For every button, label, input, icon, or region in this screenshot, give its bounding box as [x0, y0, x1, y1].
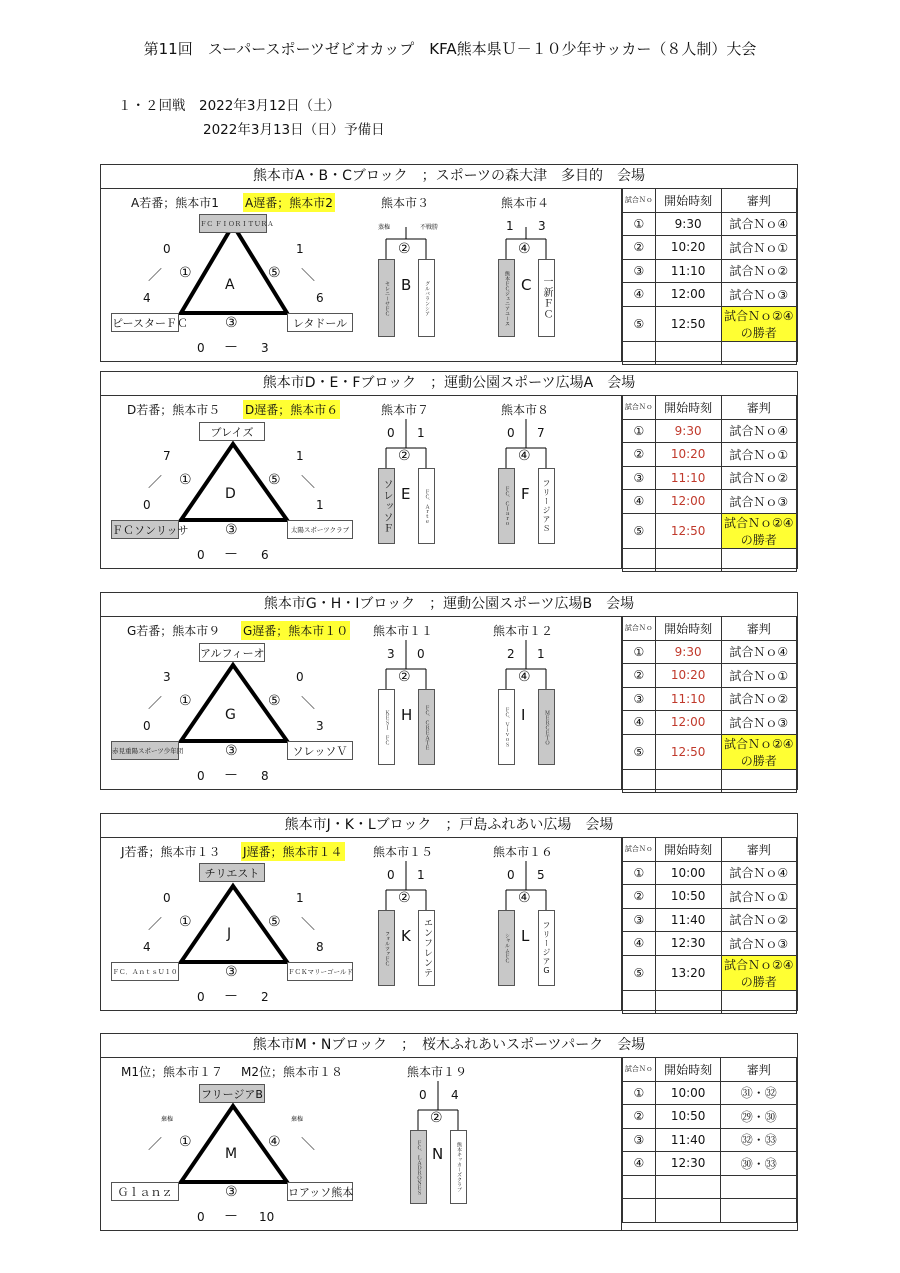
sch-time: 12:00	[655, 490, 721, 514]
sch-time: 12:30	[655, 1152, 721, 1176]
group-letter: M	[225, 1146, 238, 1162]
schedule-row	[623, 236, 797, 260]
hdr-no: 試合Ｎｏ	[623, 1058, 656, 1082]
sch-no: ③	[623, 908, 656, 932]
sch-no: ②	[623, 443, 656, 467]
k2-letter: C	[521, 276, 532, 294]
empty-cell	[721, 769, 797, 793]
sch-no: ①	[623, 861, 656, 885]
right-label: M2位；熊本市１８	[241, 1065, 343, 1079]
right-label: J遅番；熊本市１４	[241, 842, 345, 861]
sch-ref: 試合Ｎｏ②	[721, 908, 797, 932]
dash: —	[225, 1208, 237, 1222]
sch-time: 9:30	[655, 212, 721, 236]
slash: ／	[148, 696, 162, 712]
k1-score2: 1	[417, 426, 425, 440]
sch-no: ①	[623, 212, 656, 236]
dash: —	[225, 988, 237, 1002]
match-no: ①	[179, 1134, 192, 1150]
sch-time: 11:10	[655, 259, 721, 283]
k1-team2: ＦＣ．ＣＲＥＡＴＥ	[418, 689, 435, 765]
sch-ref: ㉛・㉜	[721, 1081, 797, 1105]
match-no: ①	[179, 265, 192, 281]
right-label: D遅番；熊本市６	[243, 400, 340, 419]
k1-team1: ＫＥＳＩ ＦＣ	[378, 689, 395, 765]
slash: ／	[148, 1137, 162, 1153]
schedule-row	[623, 306, 797, 341]
k2-match: ④	[518, 669, 531, 685]
score: 3	[316, 719, 324, 733]
sch-ref: 試合Ｎｏ②④の勝者	[721, 306, 797, 341]
sch-no: ③	[623, 466, 656, 490]
block-title: 熊本市A・B・Cブロック ；スポーツの森大津 多目的 会場	[101, 165, 797, 189]
sch-time: 10:00	[655, 1081, 721, 1105]
k2-score2: 5	[537, 868, 545, 882]
sch-ref: ㉜・㉝	[721, 1128, 797, 1152]
sch-ref: 試合Ｎｏ①	[721, 236, 797, 260]
sch-no: ⑤	[623, 955, 656, 990]
score: 0	[296, 670, 304, 684]
schedule-row	[623, 443, 797, 467]
hdr-time: 開始時刻	[655, 189, 721, 213]
team-bottom-right: ロアッソ熊本	[287, 1182, 353, 1201]
dash: —	[225, 546, 237, 560]
sch-ref: 試合Ｎｏ②	[721, 466, 797, 490]
match-no: ⑤	[268, 914, 281, 930]
empty-cell	[655, 1199, 721, 1223]
sch-time: 12:50	[655, 306, 721, 341]
sch-no: ①	[623, 1081, 656, 1105]
dash: —	[225, 767, 237, 781]
k2-score2: 3	[538, 219, 546, 233]
score: 1	[296, 449, 304, 463]
empty-cell	[721, 1175, 797, 1199]
empty-cell	[623, 548, 656, 572]
block-ghi	[100, 592, 798, 790]
sch-time: 11:40	[655, 908, 721, 932]
score: 3	[163, 670, 171, 684]
sch-ref: 試合Ｎｏ②④の勝者	[721, 513, 797, 548]
team-bottom-left: ピースターＦＣ	[111, 313, 179, 332]
k1-team1: セレニーサＦＣ	[378, 259, 395, 337]
k2-team2: フリージアＳ	[538, 468, 555, 544]
sch-ref: 試合Ｎｏ①	[721, 443, 797, 467]
right-label: A遅番；熊本市2	[243, 193, 335, 212]
k1-match: ②	[398, 669, 411, 685]
score: 棄権	[161, 1116, 174, 1123]
k2-team2: フリージアG	[538, 910, 555, 986]
sch-ref: 試合Ｎｏ①	[721, 664, 797, 688]
k2-team2: ＭＥＲＣＥＴＯ	[538, 689, 555, 765]
schedule-row	[623, 466, 797, 490]
score: 0	[163, 891, 171, 905]
left-label: D若番；熊本市５	[127, 403, 221, 417]
page-title: 第11回 スーパースポーツゼビオカップ KFA熊本県Ｕ－１０少年サッカー（８人制）大会	[143, 40, 757, 58]
hdr-time: 開始時刻	[655, 1058, 721, 1082]
k1-score2: 0	[417, 647, 425, 661]
score: 棄権	[291, 1116, 304, 1123]
score: 0	[163, 242, 171, 256]
block-def	[100, 371, 798, 569]
k1-letter: B	[401, 276, 412, 294]
k2-label: 熊本市１２	[493, 624, 554, 638]
score: 4	[143, 291, 151, 305]
k2-score1: 1	[506, 219, 514, 233]
k2-label: 熊本市４	[501, 196, 550, 210]
empty-cell	[655, 341, 721, 365]
k1-score1: 0	[387, 868, 395, 882]
k1-letter: N	[432, 1145, 444, 1163]
match-no: ③	[225, 522, 238, 538]
sch-no: ②	[623, 885, 656, 909]
slash: ／	[148, 475, 162, 491]
k1-score1: 0	[419, 1088, 427, 1102]
match-no: ⑤	[268, 265, 281, 281]
dash: —	[225, 339, 237, 353]
k1-label: 熊本市１９	[407, 1065, 468, 1079]
k2-team1: ＦＣ．Ｃｌａｒｏ	[498, 468, 515, 544]
k1-letter: E	[401, 485, 411, 503]
k2-match: ④	[518, 448, 531, 464]
team-top: チリエスト	[199, 863, 265, 882]
sch-time: 10:20	[655, 664, 721, 688]
sch-no: ⑤	[623, 734, 656, 769]
sch-ref: ㉚・㉝	[721, 1152, 797, 1176]
k2-score2: 7	[537, 426, 545, 440]
block-abc	[100, 164, 798, 362]
score: 0	[197, 769, 205, 783]
k1-score2: 4	[451, 1088, 459, 1102]
sch-no: ⑤	[623, 513, 656, 548]
reserve-date: 2022年3月13日（日）予備日	[203, 122, 385, 138]
k1-score1: 3	[387, 647, 395, 661]
schedule	[621, 395, 797, 568]
k2-team1: 熊本ＦＣジュニアユース	[498, 259, 515, 337]
k1-team1: ＦＣ．ＬＡＤＲＯＮＥＳ	[410, 1130, 427, 1204]
round-date: １・２回戦 2022年3月12日（土）	[118, 98, 341, 114]
left-label: J若番；熊本市１３	[121, 845, 221, 859]
k1-team1: ソレッソＦ	[378, 468, 395, 544]
schedule-row	[623, 1081, 797, 1105]
schedule-row	[623, 1152, 797, 1176]
left-label: G若番；熊本市９	[127, 624, 221, 638]
k2-match: ④	[518, 241, 531, 257]
sch-time: 10:20	[655, 236, 721, 260]
schedule-row	[623, 734, 797, 769]
hdr-ref: 審判	[721, 1058, 797, 1082]
hdr-no: 試合Ｎｏ	[623, 838, 656, 862]
score: 2	[261, 990, 269, 1004]
block-title: 熊本市J・K・Lブロック ；戸島ふれあい広場 会場	[101, 814, 797, 838]
sch-time: 12:00	[655, 283, 721, 307]
match-no: ①	[179, 693, 192, 709]
schedule-row	[623, 640, 797, 664]
backslash: ＼	[301, 917, 315, 933]
match-no: ①	[179, 472, 192, 488]
sch-ref: 試合Ｎｏ②④の勝者	[721, 955, 797, 990]
score: 6	[316, 291, 324, 305]
match-no: ③	[225, 1184, 238, 1200]
sch-no: ②	[623, 1105, 656, 1129]
backslash: ＼	[301, 1137, 315, 1153]
score: 0	[143, 719, 151, 733]
k1-team2: エンフレンテ	[418, 910, 435, 986]
schedule-row	[623, 283, 797, 307]
empty-cell	[623, 769, 656, 793]
sch-ref: 試合Ｎｏ③	[721, 711, 797, 735]
k1-label: 熊本市７	[381, 403, 430, 417]
empty-cell	[623, 1199, 656, 1223]
sch-ref: 試合Ｎｏ③	[721, 932, 797, 956]
sch-time: 10:20	[655, 443, 721, 467]
team-bottom-right: レタドール	[287, 313, 353, 332]
k2-letter: I	[521, 706, 526, 724]
empty-cell	[721, 548, 797, 572]
schedule-row	[623, 908, 797, 932]
group-letter: A	[225, 277, 235, 293]
k1-score2: 1	[417, 868, 425, 882]
score: 1	[316, 498, 324, 512]
score: 4	[143, 940, 151, 954]
sch-no: ②	[623, 236, 656, 260]
k1-team1: フォルツァＦＣ	[378, 910, 395, 986]
match-no: ③	[225, 315, 238, 331]
empty-cell	[623, 341, 656, 365]
score: 0	[143, 498, 151, 512]
sch-ref: ㉙・㉚	[721, 1105, 797, 1129]
schedule	[621, 616, 797, 789]
block-jkl	[100, 813, 798, 1011]
score: 7	[163, 449, 171, 463]
sch-ref: 試合Ｎｏ④	[721, 640, 797, 664]
sch-ref: 試合Ｎｏ③	[721, 490, 797, 514]
group-letter: D	[225, 486, 236, 502]
sch-no: ④	[623, 711, 656, 735]
schedule	[621, 837, 797, 1010]
block-title: 熊本市G・H・Iブロック ；運動公園スポーツ広場B 会場	[101, 593, 797, 617]
sch-ref: 試合Ｎｏ④	[721, 419, 797, 443]
hdr-no: 試合Ｎｏ	[623, 617, 656, 641]
sch-time: 11:10	[655, 466, 721, 490]
schedule-row	[623, 419, 797, 443]
score: 10	[259, 1210, 275, 1224]
sch-no: ③	[623, 687, 656, 711]
sch-no: ④	[623, 490, 656, 514]
team-bottom-left: ＦＣソンリッサ	[111, 520, 179, 539]
backslash: ＼	[301, 696, 315, 712]
block-title: 熊本市D・E・Fブロック ；運動公園スポーツ広場A 会場	[101, 372, 797, 396]
k2-team2: 一新ＦＣ	[538, 259, 555, 337]
k1-label: 熊本市１１	[373, 624, 434, 638]
score: 1	[296, 891, 304, 905]
k1-letter: H	[401, 706, 413, 724]
sch-ref: 試合Ｎｏ④	[721, 212, 797, 236]
k1-team2: ＦＣ．Ａｒｔｅ	[418, 468, 435, 544]
schedule-row	[623, 259, 797, 283]
k2-team1: ＦＣ．ＶｉｖｏＳ	[498, 689, 515, 765]
sch-no: ⑤	[623, 306, 656, 341]
group-letter: G	[225, 707, 236, 723]
sch-no: ③	[623, 259, 656, 283]
hdr-ref: 審判	[721, 838, 797, 862]
team-bottom-right: 太陽スポーツクラブ	[287, 520, 353, 539]
k2-label: 熊本市１６	[493, 845, 554, 859]
k2-score1: 0	[507, 868, 515, 882]
sch-time: 13:20	[655, 955, 721, 990]
empty-cell	[623, 1175, 656, 1199]
schedule-row	[623, 490, 797, 514]
hdr-time: 開始時刻	[655, 617, 721, 641]
team-bottom-left: 赤見重陽スポーツ少年団	[111, 741, 179, 760]
team-top: ＦＣ ＦＩＯＲＩＴＵＲＡ	[199, 214, 267, 233]
k2-letter: L	[521, 927, 530, 945]
sch-ref: 試合Ｎｏ④	[721, 861, 797, 885]
match-no: ③	[225, 743, 238, 759]
match-no: ⑤	[268, 472, 281, 488]
k2-score1: 0	[507, 426, 515, 440]
empty-cell	[623, 990, 656, 1014]
schedule-row	[623, 1105, 797, 1129]
k2-label: 熊本市８	[501, 403, 550, 417]
hdr-ref: 審判	[721, 189, 797, 213]
score: 0	[197, 548, 205, 562]
sch-ref: 試合Ｎｏ②	[721, 259, 797, 283]
sch-time: 10:50	[655, 1105, 721, 1129]
k1-match: ②	[398, 241, 411, 257]
match-no: ①	[179, 914, 192, 930]
empty-cell	[721, 341, 797, 365]
score: 3	[261, 341, 269, 355]
schedule-row	[623, 687, 797, 711]
schedule	[621, 1057, 797, 1230]
team-top: ブレイズ	[199, 422, 265, 441]
hdr-time: 開始時刻	[655, 396, 721, 420]
sch-time: 12:50	[655, 734, 721, 769]
k1-team2: 熊本キッカーズクラブ	[450, 1130, 467, 1204]
slash: ／	[148, 268, 162, 284]
empty-cell	[655, 1175, 721, 1199]
sch-no: ①	[623, 419, 656, 443]
left-label: M1位；熊本市１７	[121, 1065, 223, 1079]
sch-time: 10:50	[655, 885, 721, 909]
k2-score2: 1	[537, 647, 545, 661]
sch-no: ④	[623, 932, 656, 956]
team-bottom-right: ＦＣＫマリーゴールド	[287, 962, 353, 981]
team-bottom-left: ＦＣ．ＡｎｔｓＵ１０	[111, 962, 179, 981]
group-letter: J	[227, 926, 232, 942]
match-no: ③	[225, 964, 238, 980]
empty-cell	[655, 769, 721, 793]
match-no: ④	[268, 1134, 281, 1150]
backslash: ＼	[301, 475, 315, 491]
sch-ref: 試合Ｎｏ②	[721, 687, 797, 711]
sch-no: ①	[623, 640, 656, 664]
k1-score1: 0	[387, 426, 395, 440]
k1-match: ②	[398, 890, 411, 906]
k1-label: 熊本市３	[381, 196, 430, 210]
hdr-no: 試合Ｎｏ	[623, 189, 656, 213]
backslash: ＼	[301, 268, 315, 284]
left-label: A若番；熊本市1	[131, 196, 219, 210]
schedule-row	[623, 932, 797, 956]
team-top: フリージアB	[199, 1084, 265, 1103]
sch-ref: 試合Ｎｏ②④の勝者	[721, 734, 797, 769]
sch-time: 11:10	[655, 687, 721, 711]
empty-cell	[721, 1199, 797, 1223]
sch-time: 11:40	[655, 1128, 721, 1152]
score: 1	[296, 242, 304, 256]
score: 0	[197, 341, 205, 355]
k1-label: 熊本市１５	[373, 845, 434, 859]
sch-time: 9:30	[655, 419, 721, 443]
right-label: G遅番；熊本市１０	[241, 621, 350, 640]
k1-score1: 蒸権	[378, 224, 391, 231]
score: 0	[197, 990, 205, 1004]
k1-team2: グルバランシア	[418, 259, 435, 337]
sch-no: ④	[623, 283, 656, 307]
score: 8	[261, 769, 269, 783]
empty-cell	[655, 548, 721, 572]
hdr-ref: 審判	[721, 617, 797, 641]
sch-no: ③	[623, 1128, 656, 1152]
k2-team1: シャルムＦＣ	[498, 910, 515, 986]
score: 6	[261, 548, 269, 562]
score: 8	[316, 940, 324, 954]
team-bottom-right: ソレッソＶ	[287, 741, 353, 760]
team-bottom-left: Ｇｌａｎｚ	[111, 1182, 179, 1201]
schedule-row	[623, 513, 797, 548]
k1-score2: 不戦勝	[420, 224, 439, 231]
schedule-row	[623, 711, 797, 735]
sch-time: 12:50	[655, 513, 721, 548]
sch-time: 9:30	[655, 640, 721, 664]
block-title: 熊本市M・Nブロック ； 桜木ふれあいスポーツパーク 会場	[101, 1034, 797, 1058]
empty-cell	[655, 990, 721, 1014]
sch-ref: 試合Ｎｏ①	[721, 885, 797, 909]
hdr-time: 開始時刻	[655, 838, 721, 862]
schedule-row	[623, 955, 797, 990]
sch-no: ②	[623, 664, 656, 688]
schedule-row	[623, 664, 797, 688]
empty-cell	[721, 990, 797, 1014]
schedule-row	[623, 212, 797, 236]
schedule	[621, 188, 797, 361]
score: 0	[197, 1210, 205, 1224]
slash: ／	[148, 917, 162, 933]
sch-time: 12:00	[655, 711, 721, 735]
k2-letter: F	[521, 485, 530, 503]
schedule-row	[623, 861, 797, 885]
schedule-row	[623, 885, 797, 909]
sch-no: ④	[623, 1152, 656, 1176]
sch-time: 10:00	[655, 861, 721, 885]
sch-time: 12:30	[655, 932, 721, 956]
hdr-no: 試合Ｎｏ	[623, 396, 656, 420]
team-top: アルフィーオ	[199, 643, 265, 662]
k2-match: ④	[518, 890, 531, 906]
sch-ref: 試合Ｎｏ③	[721, 283, 797, 307]
schedule-row	[623, 1128, 797, 1152]
match-no: ⑤	[268, 693, 281, 709]
k1-match: ②	[398, 448, 411, 464]
k1-letter: K	[401, 927, 411, 945]
hdr-ref: 審判	[721, 396, 797, 420]
k2-score1: 2	[507, 647, 515, 661]
k1-match: ②	[430, 1110, 443, 1126]
block-mn	[100, 1033, 798, 1231]
